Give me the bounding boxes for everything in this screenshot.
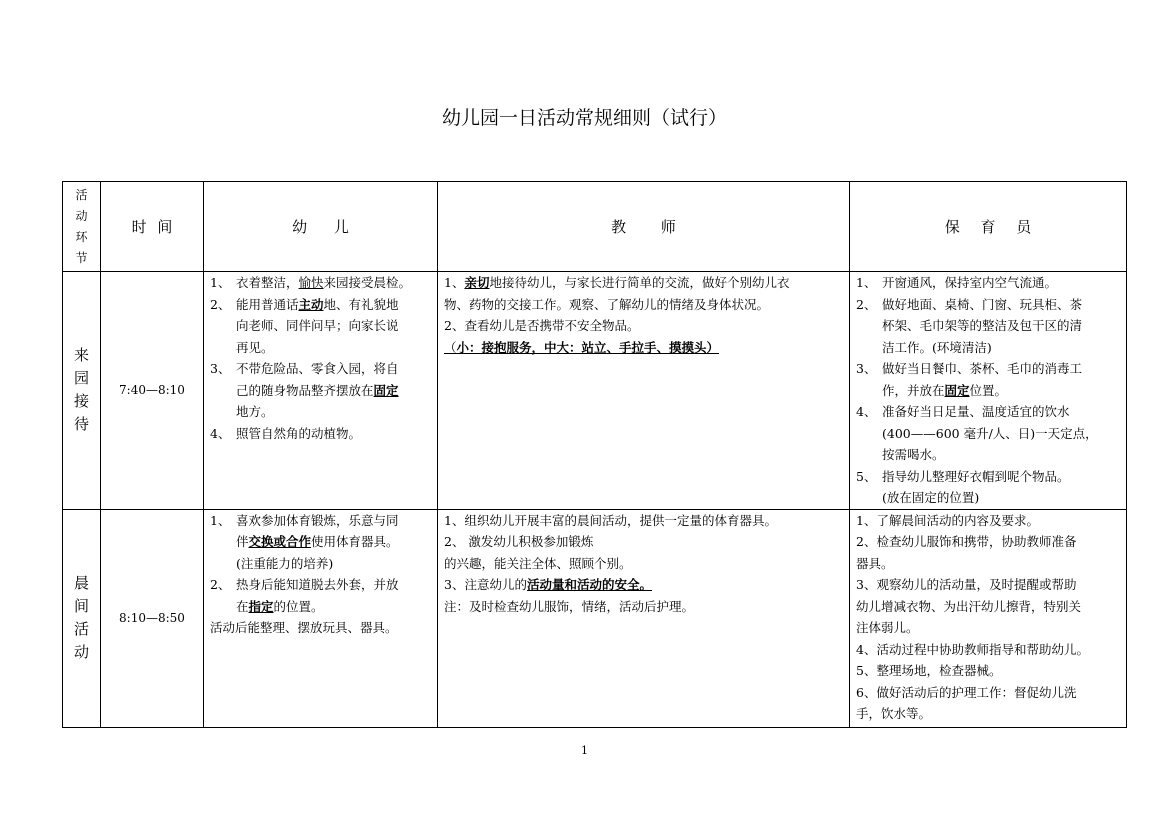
list-item: [210, 574, 433, 617]
text: 使用体育器具。: [311, 534, 399, 549]
item-number: 2、: [210, 577, 231, 592]
text: 1、了解晨间活动的内容及要求。: [856, 512, 1039, 528]
text: 衣着整洁，: [236, 275, 299, 290]
stage-char: 间: [73, 597, 89, 615]
text: 2、查看幼儿是否携带不安全物品。: [444, 318, 640, 333]
stage-char: 园: [73, 369, 89, 388]
header-stage-char: 动: [75, 208, 88, 223]
text: 3、观察幼儿的活动量，及时提醒或帮助: [856, 577, 1077, 592]
header-time-label: 时 间: [131, 218, 173, 236]
item-text: [236, 510, 433, 575]
header-caregiver: [850, 182, 1127, 272]
text: 喜欢参加体育锻炼，乐意与同: [236, 512, 399, 528]
header-row: [63, 182, 1127, 272]
header-stage: [63, 182, 101, 272]
text: 热身后能知道脱去外套，并放: [236, 577, 399, 592]
teacher-morning: [438, 509, 850, 727]
item-text: [882, 294, 1122, 359]
text: 手，饮水等。: [856, 706, 932, 721]
table-row: [63, 272, 1127, 510]
text-bold-underlined: 主动: [298, 296, 324, 312]
list-item: [210, 358, 433, 423]
item-number: 3、: [210, 361, 231, 376]
item-text: [236, 294, 433, 359]
stage-char: 待: [73, 415, 89, 434]
text: 6、做好活动后的护理工作：督促幼儿洗: [856, 684, 1077, 700]
text: 来园接受晨检。: [323, 275, 412, 290]
text-bold-underlined: 亲切: [464, 275, 490, 290]
item-number: 1、: [856, 275, 877, 290]
text-underlined: 愉快: [298, 275, 324, 290]
text: 作，并放在: [882, 382, 945, 398]
text: 地方。: [236, 404, 274, 419]
caregiver-morning: [850, 509, 1127, 727]
child-morning: [204, 509, 438, 727]
item-number: 1、: [210, 512, 231, 528]
item-text: [882, 358, 1122, 401]
item-text: [236, 574, 433, 617]
text: 洁工作。(环境清洁): [882, 339, 992, 355]
item-number: 4、: [856, 404, 877, 419]
text-underlined: （: [444, 339, 457, 355]
text: 地接待幼儿，与家长进行简单的交流，做好个别幼儿衣: [489, 275, 790, 290]
item-text: 开窗通风，保持室内空气流通。: [882, 275, 1058, 290]
text-bold-underlined: 小：接抱服务，中大：站立、手拉手、摸摸头）: [456, 339, 720, 355]
text-bold-underlined: 交换或合作: [248, 534, 312, 549]
text: 地、有礼貌地: [323, 296, 399, 312]
text: 1、: [444, 275, 465, 290]
text: (400——600 毫升/人、日)一天定点，: [882, 425, 1098, 441]
list-item: [856, 401, 1122, 466]
text: 5、整理场地，检查器械。: [856, 663, 1002, 678]
text: 物、药物的交接工作。观察、了解幼儿的情绪及身体状况。: [444, 296, 770, 312]
text-bold-underlined: 固定: [373, 382, 399, 398]
page-number: 1: [581, 744, 588, 757]
text: 位置。: [969, 382, 1008, 398]
text: 的位置。: [273, 598, 324, 614]
stage-char: 晨: [73, 574, 89, 592]
text: 按需喝水。: [882, 447, 945, 462]
text-bold-underlined: 固定: [944, 382, 970, 398]
text: 器具。: [856, 555, 894, 571]
text-bold-underlined: 指定: [248, 598, 274, 614]
text: 准备好当日足量、温度适宜的饮水: [882, 404, 1070, 419]
text: 伴: [236, 534, 249, 549]
text: 的兴趣，能关注全体、照顾个别。: [444, 555, 632, 571]
text: 3、注意幼儿的: [444, 577, 527, 592]
text: 指导幼儿整理好衣帽到呢个物品。: [882, 468, 1070, 484]
text: 再见。: [236, 339, 274, 355]
text: 1、组织幼儿开展丰富的晨间活动，提供一定量的体育器具。: [444, 512, 777, 528]
text: 己的随身物品整齐摆放在: [236, 382, 374, 398]
stage-char: 动: [73, 643, 89, 661]
text: 幼儿增减衣物、为出汗幼儿擦背，特别关: [856, 598, 1082, 614]
header-stage-char: 节: [75, 250, 88, 265]
text: 能用普通话: [236, 296, 299, 312]
list-item: [210, 510, 433, 575]
text: 注：及时检查幼儿服饰，情绪，活动后护理。: [444, 598, 695, 614]
list-item: [856, 466, 1122, 509]
caregiver-arrival: [850, 272, 1127, 510]
item-text: [882, 401, 1122, 466]
header-child: [204, 182, 438, 272]
item-number: 4、: [210, 425, 231, 441]
list-item: [210, 272, 433, 294]
child-arrival: [204, 272, 438, 510]
stage-morning: [63, 509, 101, 727]
item-number: 5、: [856, 468, 877, 484]
time-morning: 8:10—8:50: [101, 509, 204, 727]
text: 2、 激发幼儿积极参加锻炼: [444, 534, 594, 549]
stage-char: 活: [73, 620, 89, 638]
daily-routine-table: [62, 181, 1127, 728]
text: 杯架、毛巾架等的整洁及包干区的清: [882, 318, 1083, 333]
item-text: 照管自然角的动植物。: [236, 425, 362, 441]
time-arrival: 7:40—8:10: [101, 272, 204, 510]
text: 4、活动过程中协助教师指导和帮助幼儿。: [856, 641, 1089, 657]
text: 做好当日餐巾、茶杯、毛巾的消毒工: [882, 361, 1083, 376]
item-number: 1、: [210, 275, 231, 290]
stage-char: 来: [73, 346, 89, 365]
item-text: [882, 466, 1122, 509]
text: (注重能力的培养): [236, 555, 334, 571]
teacher-arrival: [438, 272, 850, 510]
text: 在: [236, 598, 249, 614]
stage-arrival: [63, 272, 101, 510]
table-row: [63, 509, 1127, 727]
item-text: [236, 272, 433, 294]
header-time: [101, 182, 204, 272]
header-stage-char: 活: [75, 187, 88, 202]
header-stage-char: 环: [75, 229, 88, 244]
item-number: 2、: [210, 296, 231, 312]
item-text: [236, 358, 433, 423]
text: 注体弱儿。: [856, 620, 919, 635]
list-item: [210, 294, 433, 359]
list-item: [856, 358, 1122, 401]
text: 做好地面、桌椅、门窗、玩具柜、茶: [882, 296, 1083, 312]
text: (放在固定的位置): [882, 490, 980, 505]
list-item: [210, 423, 433, 445]
text: 2、检查幼儿服饰和携带，协助教师准备: [856, 534, 1077, 549]
text: 不带危险品、零食入园，将自: [236, 361, 399, 376]
text: 向老师、同伴问早；向家长说: [236, 318, 399, 333]
text-bold-underlined: 活动量和活动的安全。: [526, 577, 652, 592]
list-item: [856, 272, 1122, 294]
header-teacher-label: 教 师: [611, 218, 676, 236]
item-number: 3、: [856, 361, 877, 376]
stage-char: 接: [73, 392, 89, 411]
text: 活动后能整理、摆放玩具、器具。: [210, 620, 398, 635]
header-caregiver-label: 保 育 员: [944, 218, 1032, 236]
header-teacher: [438, 182, 850, 272]
item-number: 2、: [856, 296, 877, 312]
list-item: [856, 294, 1122, 359]
document-title: 幼儿园一日活动常规细则（试行）: [441, 107, 727, 129]
header-child-label: 幼 儿: [292, 218, 349, 236]
